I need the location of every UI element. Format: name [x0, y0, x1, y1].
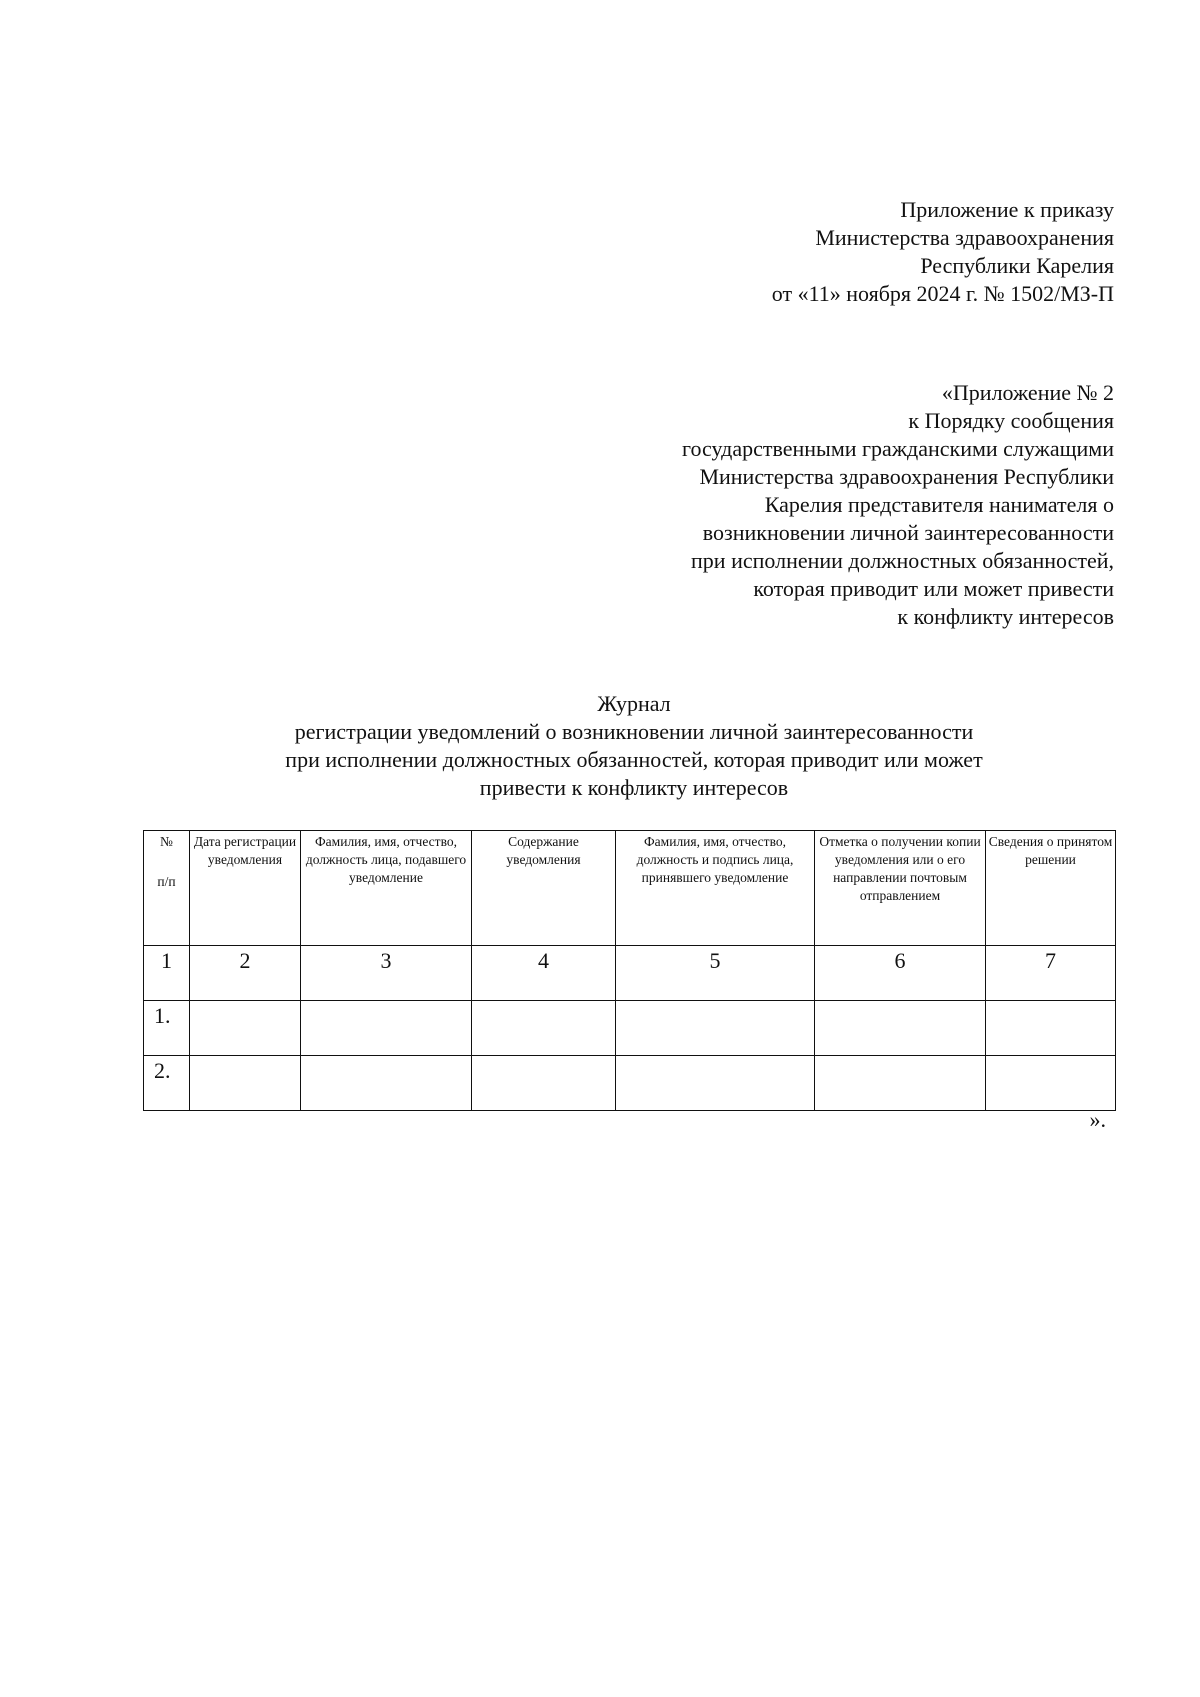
table-cell	[986, 1001, 1116, 1056]
journal-title-line: регистрации уведомлений о возникновении личной заинтересованности	[294, 719, 974, 744]
table-cell	[472, 1056, 616, 1111]
column-number: 5	[616, 946, 815, 1001]
table-cell	[815, 1001, 986, 1056]
order-ref-line: Министерства здравоохранения	[815, 225, 1114, 250]
appendix-reference	[682, 379, 1114, 631]
order-reference	[772, 196, 1114, 308]
header-registration-date: Дата регистрации уведомления	[190, 831, 301, 946]
column-number: 3	[301, 946, 472, 1001]
table-cell	[190, 1001, 301, 1056]
journal-title-line: при исполнении должностных обязанностей, которая приводит или может	[285, 747, 983, 772]
column-number: 4	[472, 946, 616, 1001]
journal-title-line: Журнал	[597, 691, 671, 716]
table-cell	[616, 1001, 815, 1056]
appendix-ref-line: государственными гражданскими служащими	[682, 436, 1114, 461]
journal-title-line: привести к конфликту интересов	[479, 775, 789, 800]
row-number: 2.	[144, 1056, 190, 1111]
table-cell	[301, 1001, 472, 1056]
header-notification-content: Содержание уведомления	[472, 831, 616, 946]
header-number-pp: п/п	[157, 874, 176, 889]
column-number-row	[144, 946, 1116, 1001]
column-number: 7	[986, 946, 1116, 1001]
appendix-ref-line: при исполнении должностных обязанностей,	[691, 548, 1114, 573]
table-cell	[472, 1001, 616, 1056]
column-number: 6	[815, 946, 986, 1001]
table-cell	[616, 1056, 815, 1111]
order-ref-line: Республики Карелия	[920, 253, 1114, 278]
appendix-ref-line: «Приложение № 2	[941, 380, 1114, 405]
appendix-ref-line: возникновении личной заинтересованности	[702, 520, 1114, 545]
order-ref-line: Приложение к приказу	[900, 197, 1114, 222]
header-receiver-name: Фамилия, имя, отчество, должность и подпись лица, принявшего уведомление	[616, 831, 815, 946]
table-header-row	[144, 831, 1116, 946]
header-submitter-name: Фамилия, имя, отчество, должность лица, подавшего уведомление	[301, 831, 472, 946]
table-cell	[815, 1056, 986, 1111]
header-number-symbol: №	[160, 834, 173, 849]
closing-quote-mark: ».	[1089, 1107, 1106, 1132]
appendix-ref-line: Министерства здравоохранения Республики	[699, 464, 1114, 489]
appendix-ref-line: которая приводит или может привести	[753, 576, 1114, 601]
table-cell	[190, 1056, 301, 1111]
appendix-ref-line: к Порядку сообщения	[908, 408, 1114, 433]
header-number	[144, 831, 190, 946]
appendix-ref-line: к конфликту интересов	[897, 604, 1114, 629]
column-number: 1	[144, 946, 190, 1001]
table-cell	[301, 1056, 472, 1111]
order-ref-line: от «11» ноября 2024 г. № 1502/МЗ-П	[771, 281, 1114, 306]
header-decision-info: Сведения о принятом решении	[986, 831, 1116, 946]
registration-journal-table	[143, 830, 1116, 1111]
header-copy-mark: Отметка о получении копии уведомления или о его направлении почтовым отправлением	[815, 831, 986, 946]
row-number: 1.	[144, 1001, 190, 1056]
appendix-ref-line: Карелия представителя нанимателя о	[764, 492, 1114, 517]
column-number: 2	[190, 946, 301, 1001]
table-row	[144, 1001, 1116, 1056]
table-row	[144, 1056, 1116, 1111]
journal-title	[0, 690, 1200, 802]
table-cell	[986, 1056, 1116, 1111]
